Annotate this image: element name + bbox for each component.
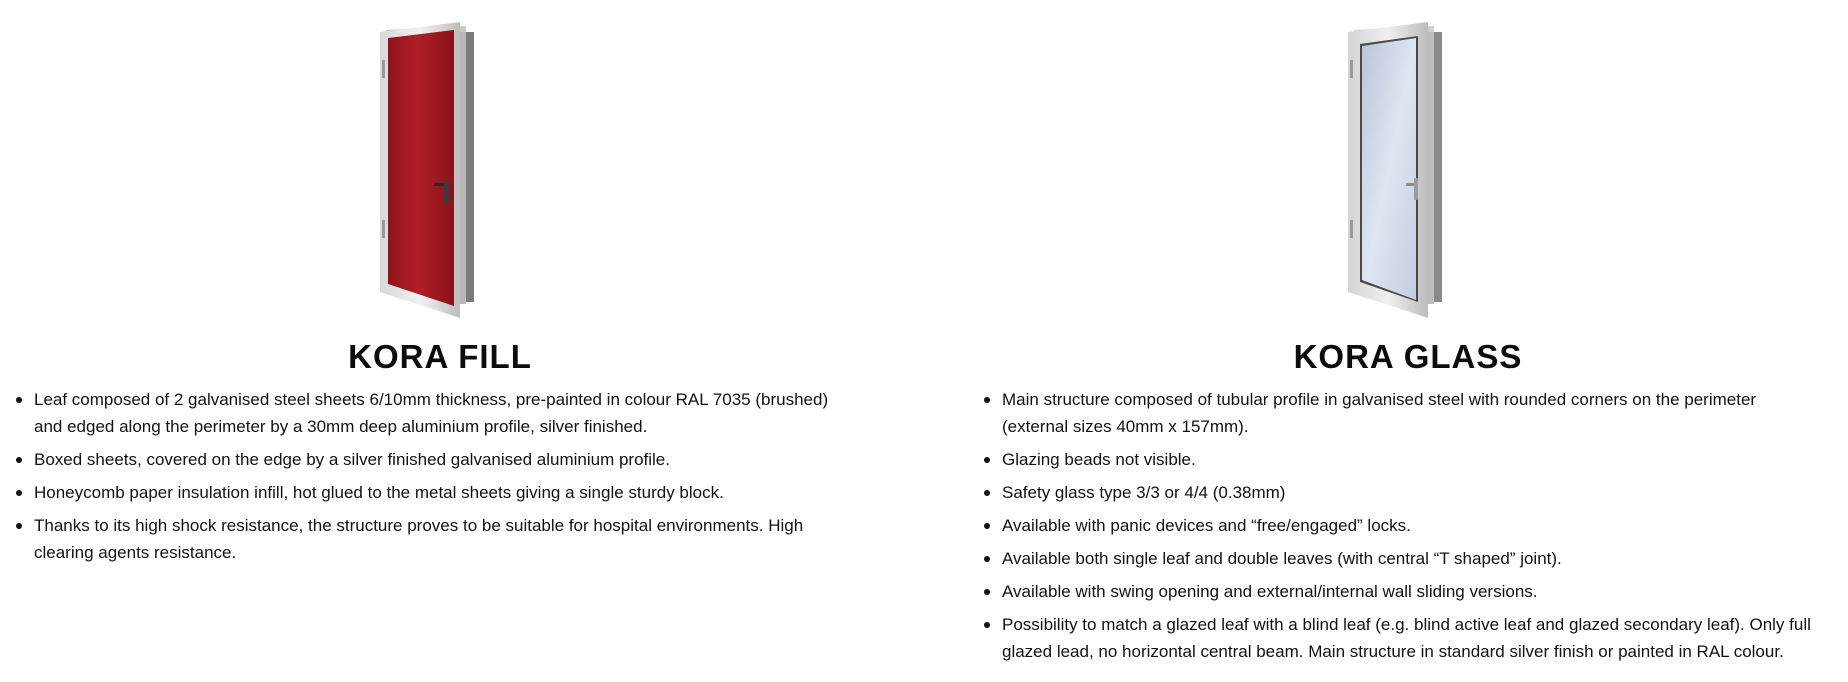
door-glass-illustration <box>1346 20 1456 320</box>
door-fill-illustration <box>378 20 488 320</box>
feature-item: Available with swing opening and external/internal wall sliding versions. <box>968 578 1818 605</box>
feature-item: Boxed sheets, covered on the edge by a silver finished galvanised aluminium profile. <box>0 446 850 473</box>
feature-item: Leaf composed of 2 galvanised steel sheets 6/10mm thickness, pre-painted in colour RAL 7035 (brushed) and edged along the perimeter by a 30mm deep aluminium profile, silver finished. <box>0 386 850 440</box>
feature-list <box>968 386 1818 671</box>
product-title: KORA GLASS <box>1293 338 1523 375</box>
feature-item: Glazing beads not visible. <box>968 446 1818 473</box>
feature-item: Available with panic devices and “free/engaged” locks. <box>968 512 1818 539</box>
glass-pane <box>1362 38 1416 300</box>
feature-item: Safety glass type 3/3 or 4/4 (0.38mm) <box>968 479 1818 506</box>
door-leaf <box>388 30 454 306</box>
feature-item: Honeycomb paper insulation infill, hot glued to the metal sheets giving a single sturdy block. <box>0 479 850 506</box>
feature-item: Main structure composed of tubular profile in galvanised steel with rounded corners on the perimeter (external sizes 40mm x 157mm). <box>968 386 1818 440</box>
door-image-kora-glass <box>1346 20 1456 325</box>
door-image-kora-fill <box>378 20 488 325</box>
feature-item: Thanks to its high shock resistance, the structure proves to be suitable for hospital environments. High clearing agents resistance. <box>0 512 850 566</box>
feature-item: Possibility to match a glazed leaf with a blind leaf (e.g. blind active leaf and glazed secondary leaf). Only full glazed lead, no horizontal central beam. Main structure in standard silver finish or painted in RAL colour. <box>968 611 1818 665</box>
product-title: KORA FILL <box>348 338 532 375</box>
feature-item: Available both single leaf and double leaves (with central “T shaped” joint). <box>968 545 1818 572</box>
feature-list <box>0 386 850 572</box>
